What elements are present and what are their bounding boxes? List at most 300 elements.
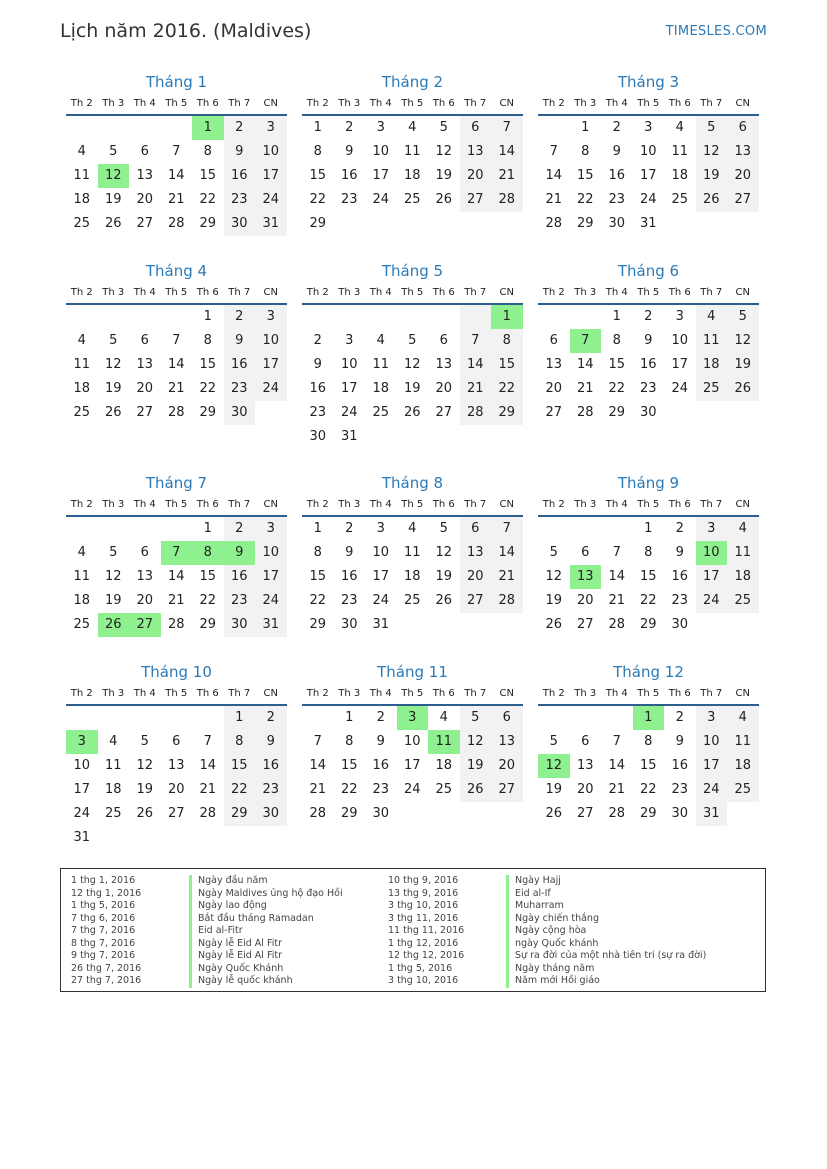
day-cell: 9 [644, 333, 653, 348]
weekday-label: Th 6 [668, 499, 691, 510]
day-cell: 8 [612, 333, 621, 348]
weekday-label: Th 4 [133, 98, 156, 109]
empty-day-cell [365, 425, 397, 449]
week-row [302, 305, 523, 329]
weekday-label: Th 4 [369, 287, 392, 298]
day-cell: 16 [309, 381, 327, 396]
day-cell: 11 [403, 545, 421, 560]
day-cell: 1 [224, 706, 256, 730]
day-cell: 27 [167, 806, 185, 821]
day-cell: 28 [460, 401, 492, 425]
day-cell: 12 [727, 329, 759, 353]
day-cell: 24 [73, 806, 91, 821]
day-cell: 23 [340, 192, 358, 207]
weekday-label: CN [263, 287, 278, 298]
day-cell: 15 [576, 168, 594, 183]
day-cell: 4 [727, 706, 759, 730]
day-cell: 25 [696, 377, 728, 401]
empty-day-cell [460, 212, 492, 236]
day-cell: 9 [345, 144, 354, 159]
week-row [66, 164, 287, 188]
month-6 [538, 261, 759, 425]
day-cell: 9 [675, 734, 684, 749]
day-cell: 3 [376, 120, 385, 135]
empty-day-cell [98, 826, 130, 850]
day-cell: 22 [576, 192, 594, 207]
day-cell: 30 [309, 429, 327, 444]
day-cell: 12 [460, 730, 492, 754]
day-cell: 20 [136, 381, 154, 396]
day-cell: 15 [199, 569, 217, 584]
day-cell: 20 [491, 754, 523, 778]
legend-holiday-name: Ngày chiến thắng [506, 913, 599, 926]
week-row [66, 541, 287, 565]
day-cell: 18 [372, 381, 390, 396]
day-cell: 14 [167, 168, 185, 183]
day-cell: 13 [491, 730, 523, 754]
day-cell: 20 [727, 164, 759, 188]
legend-date: 9 thg 7, 2016 [71, 950, 136, 961]
day-cell: 2 [376, 710, 385, 725]
week-row [538, 353, 759, 377]
empty-day-cell [129, 305, 161, 329]
empty-day-cell [460, 305, 492, 329]
day-cell: 25 [372, 405, 390, 420]
day-cell: 19 [545, 593, 563, 608]
day-cell: 16 [372, 758, 390, 773]
day-cell: 9 [224, 329, 256, 353]
day-cell: 20 [136, 593, 154, 608]
legend-date: 12 thg 1, 2016 [71, 887, 142, 899]
day-cell: 22 [309, 593, 327, 608]
day-cell: 22 [199, 192, 217, 207]
day-cell: 4 [696, 305, 728, 329]
weekday-label: Th 5 [637, 98, 660, 109]
day-cell: 5 [439, 521, 448, 536]
empty-day-cell [460, 425, 492, 449]
weekday-label: Th 5 [165, 98, 188, 109]
day-cell: 19 [403, 381, 421, 396]
day-cell: 16 [639, 357, 657, 372]
weekday-label: Th 3 [338, 688, 361, 699]
empty-day-cell [397, 613, 429, 637]
week-row [538, 754, 759, 778]
day-cell: 5 [549, 545, 558, 560]
day-cell: 24 [372, 593, 390, 608]
day-cell: 18 [73, 192, 91, 207]
day-cell: 31 [255, 613, 287, 637]
day-cell: 15 [639, 569, 657, 584]
week-row [538, 305, 759, 329]
day-cell: 25 [73, 617, 91, 632]
day-cell: 21 [608, 593, 626, 608]
day-cell: 15 [491, 353, 523, 377]
empty-day-cell [334, 212, 366, 236]
day-cell: 7 [161, 541, 193, 565]
day-cell: 14 [608, 569, 626, 584]
day-cell: 24 [255, 377, 287, 401]
day-cell: 16 [340, 168, 358, 183]
day-cell: 28 [167, 405, 185, 420]
day-cell: 6 [140, 545, 149, 560]
legend-holiday-name: ngày Quốc khánh [506, 938, 598, 951]
empty-day-cell [302, 706, 334, 730]
day-cell: 15 [309, 168, 327, 183]
day-cell: 19 [460, 754, 492, 778]
weekday-label: CN [263, 688, 278, 699]
day-cell: 12 [435, 144, 453, 159]
weekday-label: Th 5 [401, 287, 424, 298]
week-row [302, 754, 523, 778]
legend-date: 7 thg 6, 2016 [71, 912, 136, 924]
week-row [538, 589, 759, 613]
day-cell: 12 [538, 754, 570, 778]
month-name: Tháng 5 [381, 262, 444, 280]
day-cell: 26 [545, 617, 563, 632]
day-cell: 10 [403, 734, 421, 749]
empty-day-cell [66, 517, 98, 541]
day-cell: 13 [727, 140, 759, 164]
day-cell: 17 [639, 168, 657, 183]
month-name: Tháng 1 [145, 73, 208, 91]
empty-day-cell [66, 116, 98, 140]
week-row [66, 188, 287, 212]
day-cell: 23 [224, 589, 256, 613]
day-cell: 21 [491, 565, 523, 589]
day-cell: 15 [199, 168, 217, 183]
day-cell: 29 [199, 405, 217, 420]
day-cell: 29 [608, 405, 626, 420]
day-cell: 6 [439, 333, 448, 348]
empty-day-cell [538, 116, 570, 140]
legend-date: 1 thg 12, 2016 [388, 937, 459, 949]
week-row [66, 778, 287, 802]
empty-day-cell [66, 305, 98, 329]
day-cell: 22 [340, 782, 358, 797]
week-row [66, 613, 287, 637]
day-cell: 17 [255, 164, 287, 188]
day-cell: 14 [460, 353, 492, 377]
weekday-label: Th 3 [574, 287, 597, 298]
day-cell: 25 [727, 589, 759, 613]
day-cell: 23 [224, 188, 256, 212]
empty-day-cell [601, 517, 633, 541]
day-cell: 1 [581, 120, 590, 135]
day-cell: 7 [460, 329, 492, 353]
day-cell: 15 [608, 357, 626, 372]
day-cell: 23 [671, 593, 689, 608]
day-cell: 17 [671, 357, 689, 372]
week-row [302, 401, 523, 425]
day-cell: 30 [671, 617, 689, 632]
day-cell: 5 [460, 706, 492, 730]
day-cell: 24 [696, 589, 728, 613]
weekday-label: Th 3 [338, 287, 361, 298]
day-cell: 18 [73, 381, 91, 396]
day-cell: 2 [644, 309, 653, 324]
day-cell: 9 [224, 541, 256, 565]
day-cell: 3 [397, 706, 429, 730]
day-cell: 15 [224, 754, 256, 778]
day-cell: 26 [403, 405, 421, 420]
day-cell: 8 [313, 545, 322, 560]
weekday-label: Th 3 [338, 98, 361, 109]
empty-day-cell [129, 706, 161, 730]
day-cell: 24 [696, 778, 728, 802]
day-cell: 11 [428, 730, 460, 754]
empty-day-cell [696, 401, 728, 425]
day-cell: 22 [224, 778, 256, 802]
day-cell: 3 [644, 120, 653, 135]
day-cell: 9 [224, 140, 256, 164]
day-cell: 23 [340, 593, 358, 608]
weekday-label: Th 4 [605, 287, 628, 298]
day-cell: 24 [372, 192, 390, 207]
day-cell: 28 [545, 216, 563, 231]
empty-day-cell [192, 706, 224, 730]
day-cell: 22 [199, 381, 217, 396]
day-cell: 27 [460, 589, 492, 613]
day-cell: 22 [608, 381, 626, 396]
day-cell: 28 [491, 188, 523, 212]
day-cell: 11 [104, 758, 122, 773]
week-row [302, 377, 523, 401]
week-row [302, 589, 523, 613]
weekday-label: Th 3 [574, 98, 597, 109]
month-name: Tháng 2 [381, 73, 444, 91]
legend-date: 27 thg 7, 2016 [71, 975, 142, 986]
day-cell: 8 [192, 541, 224, 565]
month-7 [66, 473, 287, 637]
day-cell: 14 [167, 569, 185, 584]
legend-holiday-name: Ngày đầu năm [189, 875, 268, 888]
day-cell: 6 [172, 734, 181, 749]
empty-day-cell [397, 802, 429, 826]
empty-day-cell [66, 706, 98, 730]
empty-day-cell [570, 305, 602, 329]
day-cell: 15 [639, 758, 657, 773]
day-cell: 14 [545, 168, 563, 183]
weekday-label: Th 5 [637, 287, 660, 298]
day-cell: 10 [696, 541, 728, 565]
day-cell: 4 [408, 120, 417, 135]
week-row [302, 802, 523, 826]
weekday-label: Th 2 [306, 499, 329, 510]
day-cell: 27 [435, 405, 453, 420]
week-row [66, 212, 287, 236]
day-cell: 12 [104, 357, 122, 372]
day-cell: 8 [345, 734, 354, 749]
empty-day-cell [129, 116, 161, 140]
weekday-label: Th 2 [542, 98, 565, 109]
weekday-label: Th 5 [637, 499, 660, 510]
page-title: Lịch năm 2016. (Maldives) [60, 20, 312, 42]
month-8 [302, 473, 523, 637]
week-row [302, 425, 523, 449]
day-cell: 5 [439, 120, 448, 135]
weekday-label: Th 4 [133, 499, 156, 510]
legend-date: 26 thg 7, 2016 [71, 962, 142, 974]
day-cell: 18 [727, 754, 759, 778]
day-cell: 15 [340, 758, 358, 773]
day-cell: 21 [309, 782, 327, 797]
day-cell: 6 [460, 116, 492, 140]
day-cell: 14 [491, 140, 523, 164]
day-cell: 4 [109, 734, 118, 749]
day-cell: 27 [136, 216, 154, 231]
day-cell: 27 [460, 188, 492, 212]
day-cell: 25 [435, 782, 453, 797]
day-cell: 11 [73, 569, 91, 584]
day-cell: 3 [255, 517, 287, 541]
day-cell: 31 [73, 830, 91, 845]
empty-day-cell [491, 802, 523, 826]
day-cell: 23 [255, 778, 287, 802]
day-cell: 5 [140, 734, 149, 749]
legend-holiday-name: Ngày cộng hòa [506, 925, 586, 938]
day-cell: 12 [435, 545, 453, 560]
month-name: Tháng 8 [381, 474, 444, 492]
day-cell: 11 [727, 541, 759, 565]
day-cell: 17 [340, 381, 358, 396]
brand-link[interactable]: TIMESLES.COM [665, 24, 767, 39]
day-cell: 16 [224, 353, 256, 377]
weekday-label: Th 6 [432, 499, 455, 510]
day-cell: 31 [696, 802, 728, 826]
day-cell: 6 [460, 517, 492, 541]
day-cell: 17 [372, 168, 390, 183]
day-cell: 25 [73, 216, 91, 231]
weekday-label: CN [735, 688, 750, 699]
day-cell: 12 [98, 164, 130, 188]
week-row [66, 517, 287, 541]
month-name: Tháng 10 [141, 663, 212, 681]
weekday-header [538, 686, 759, 706]
day-cell: 28 [576, 405, 594, 420]
day-cell: 25 [73, 405, 91, 420]
legend-date: 3 thg 10, 2016 [388, 900, 459, 911]
week-row [538, 377, 759, 401]
day-cell: 18 [403, 569, 421, 584]
week-row [302, 164, 523, 188]
day-cell: 13 [167, 758, 185, 773]
day-cell: 29 [576, 216, 594, 231]
day-cell: 30 [224, 401, 256, 425]
day-cell: 21 [576, 381, 594, 396]
week-row [66, 140, 287, 164]
day-cell: 25 [727, 778, 759, 802]
day-cell: 14 [491, 541, 523, 565]
day-cell: 19 [727, 353, 759, 377]
weekday-label: Th 6 [196, 688, 219, 699]
weekday-label: CN [499, 287, 514, 298]
day-cell: 26 [545, 806, 563, 821]
day-cell: 6 [727, 116, 759, 140]
day-cell: 17 [255, 353, 287, 377]
weekday-label: Th 3 [338, 499, 361, 510]
day-cell: 10 [671, 333, 689, 348]
day-cell: 20 [167, 782, 185, 797]
day-cell: 31 [340, 429, 358, 444]
day-cell: 2 [675, 521, 684, 536]
month-11 [302, 662, 523, 826]
empty-day-cell [727, 802, 759, 826]
day-cell: 11 [403, 144, 421, 159]
day-cell: 6 [491, 706, 523, 730]
empty-day-cell [334, 305, 366, 329]
day-cell: 17 [696, 565, 728, 589]
week-row [538, 116, 759, 140]
day-cell: 18 [104, 782, 122, 797]
day-cell: 18 [671, 168, 689, 183]
empty-day-cell [161, 517, 193, 541]
day-cell: 7 [549, 144, 558, 159]
empty-day-cell [664, 212, 696, 236]
day-cell: 27 [129, 613, 161, 637]
weekday-label: CN [735, 98, 750, 109]
legend-date: 12 thg 12, 2016 [388, 950, 465, 961]
month-1 [66, 72, 287, 236]
weekday-label: CN [735, 499, 750, 510]
weekday-label: Th 3 [574, 688, 597, 699]
day-cell: 21 [460, 377, 492, 401]
day-cell: 23 [671, 782, 689, 797]
day-cell: 4 [439, 710, 448, 725]
empty-day-cell [98, 116, 130, 140]
day-cell: 26 [727, 377, 759, 401]
day-cell: 7 [172, 144, 181, 159]
weekday-label: Th 4 [605, 98, 628, 109]
day-cell: 1 [313, 521, 322, 536]
week-row [302, 329, 523, 353]
empty-day-cell [397, 425, 429, 449]
weekday-label: Th 6 [432, 688, 455, 699]
day-cell: 7 [491, 517, 523, 541]
legend-holiday-name: Sự ra đời của một nhà tiên tri (sự ra đời) [506, 950, 706, 963]
day-cell: 6 [581, 734, 590, 749]
day-cell: 28 [608, 617, 626, 632]
day-cell: 13 [136, 168, 154, 183]
day-cell: 11 [73, 168, 91, 183]
day-cell: 24 [340, 405, 358, 420]
day-cell: 19 [104, 593, 122, 608]
day-cell: 12 [545, 569, 563, 584]
day-cell: 29 [224, 802, 256, 826]
week-row [66, 353, 287, 377]
weekday-label: Th 2 [70, 287, 93, 298]
empty-day-cell [98, 706, 130, 730]
weekday-label: Th 2 [70, 688, 93, 699]
day-cell: 15 [309, 569, 327, 584]
week-row [538, 517, 759, 541]
weekday-label: Th 5 [165, 499, 188, 510]
day-cell: 6 [140, 144, 149, 159]
day-cell: 10 [639, 144, 657, 159]
weekday-label: Th 6 [432, 98, 455, 109]
day-cell: 10 [372, 144, 390, 159]
day-cell: 30 [340, 617, 358, 632]
week-row [302, 517, 523, 541]
day-cell: 8 [644, 734, 653, 749]
month-name: Tháng 6 [617, 262, 680, 280]
day-cell: 26 [696, 188, 728, 212]
empty-day-cell [570, 706, 602, 730]
day-cell: 4 [408, 521, 417, 536]
weekday-label: Th 6 [196, 98, 219, 109]
week-row [66, 754, 287, 778]
day-cell: 5 [109, 333, 118, 348]
empty-day-cell [302, 305, 334, 329]
